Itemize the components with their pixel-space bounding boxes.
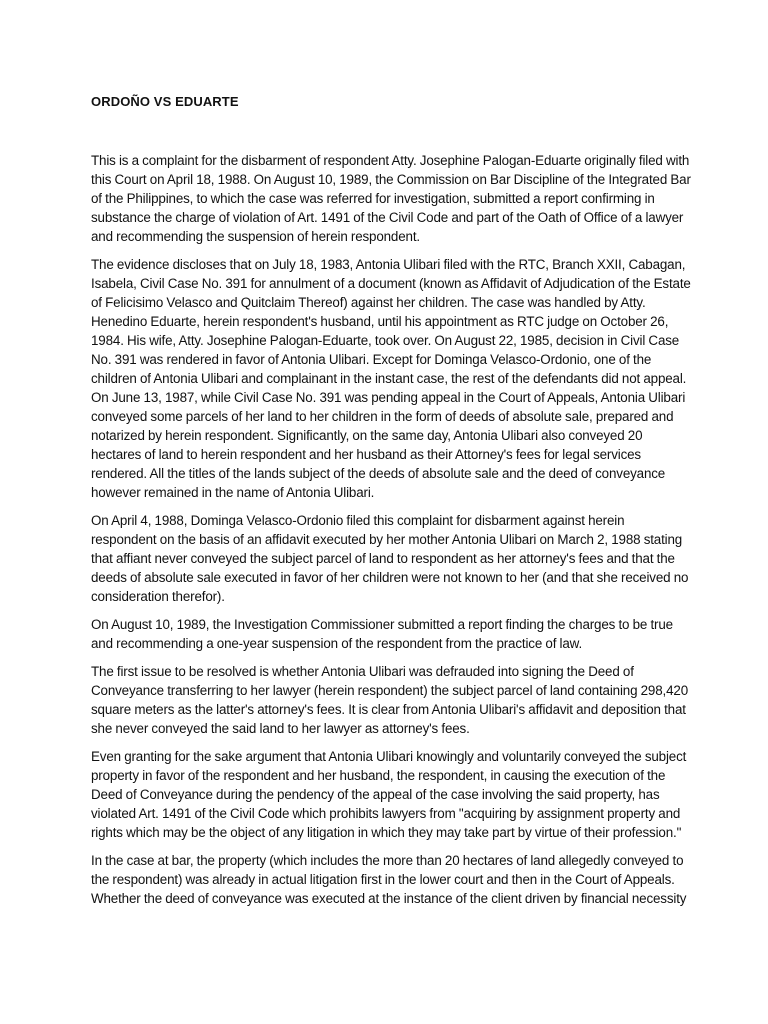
paragraph-1: This is a complaint for the disbarment of respondent Atty. Josephine Palogan-Eduarte originally filed with this Court on April 18, 1988. On August 10, 1989, the Commission on Bar Discipline of the Integrated Bar of the Philippines, to which the case was referred for investigation, submitted a report confirming in substance the charge of violation of Art. 1491 of the Civil Code and part of the Oath of Office of a lawyer and recommending the suspension of herein respondent. xyxy=(91,153,691,244)
paragraph-3: On April 4, 1988, Dominga Velasco-Ordonio filed this complaint for disbarment against herein respondent on the basis of an affidavit executed by her mother Antonia Ulibari on March 2, 1988 stating that affiant never conveyed the subject parcel of land to respondent as her attorney's fees and that the deeds of absolute sale executed in favor of her children were not known to her (and that she received no consideration therefor). xyxy=(91,513,689,604)
paragraph-7: In the case at bar, the property (which includes the more than 20 hectares of land allegedly conveyed to the respondent) was already in actual litigation first in the lower court and then in the Court of Appeals. Whether the deed of conveyance was executed at the instance of the client driven by financial necessity xyxy=(91,853,687,906)
document-body xyxy=(91,151,691,917)
paragraph-6: Even granting for the sake argument that Antonia Ulibari knowingly and voluntarily conveyed the subject property in favor of the respondent and her husband, the respondent, in causing the execution of the Deed of Conveyance during the pendency of the appeal of the case involving the said property, has violated Art. 1491 of the Civil Code which prohibits lawyers from "acquiring by assignment property and rights which may be the object of any litigation in which they may take part by virtue of their profession." xyxy=(91,749,687,840)
paragraph-4: On August 10, 1989, the Investigation Commissioner submitted a report finding the charges to be true and recommending a one-year suspension of the respondent from the practice of law. xyxy=(91,617,673,651)
paragraph-2: The evidence discloses that on July 18, 1983, Antonia Ulibari filed with the RTC, Branch XXII, Cabagan, Isabela, Civil Case No. 391 for annulment of a document (known as Affidavit of Adjudication of the Estate of Felicisimo Velasco and Quitclaim Thereof) against her children. The case was handled by Atty. Henedino Eduarte, herein respondent's husband, until his appointment as RTC judge on October 26, 1984. His wife, Atty. Josephine Palogan-Eduarte, took over. On August 22, 1985, decision in Civil Case No. 391 was rendered in favor of Antonia Ulibari. Except for Dominga Velasco-Ordonio, one of the children of Antonia Ulibari and complainant in the instant case, the rest of the defendants did not appeal. On June 13, 1987, while Civil Case No. 391 was pending appeal in the Court of Appeals, Antonia Ulibari conveyed some parcels of her land to her children in the form of deeds of absolute sale, prepared and notarized by herein respondent. Significantly, on the same day, Antonia Ulibari also conveyed 20 hectares of land to herein respondent and her husband as their Attorney's fees for legal services rendered. All the titles of the lands subject of the deeds of absolute sale and the deed of conveyance however remained in the name of Antonia Ulibari. xyxy=(91,257,691,500)
document-title: ORDOÑO VS EDUARTE xyxy=(91,94,239,109)
paragraph-5: The first issue to be resolved is whether Antonia Ulibari was defrauded into signing the Deed of Conveyance transferring to her lawyer (herein respondent) the subject parcel of land containing 298,420 square meters as the latter's attorney's fees. It is clear from Antonia Ulibari's affidavit and deposition that she never conveyed the said land to her lawyer as attorney's fees. xyxy=(91,664,688,736)
